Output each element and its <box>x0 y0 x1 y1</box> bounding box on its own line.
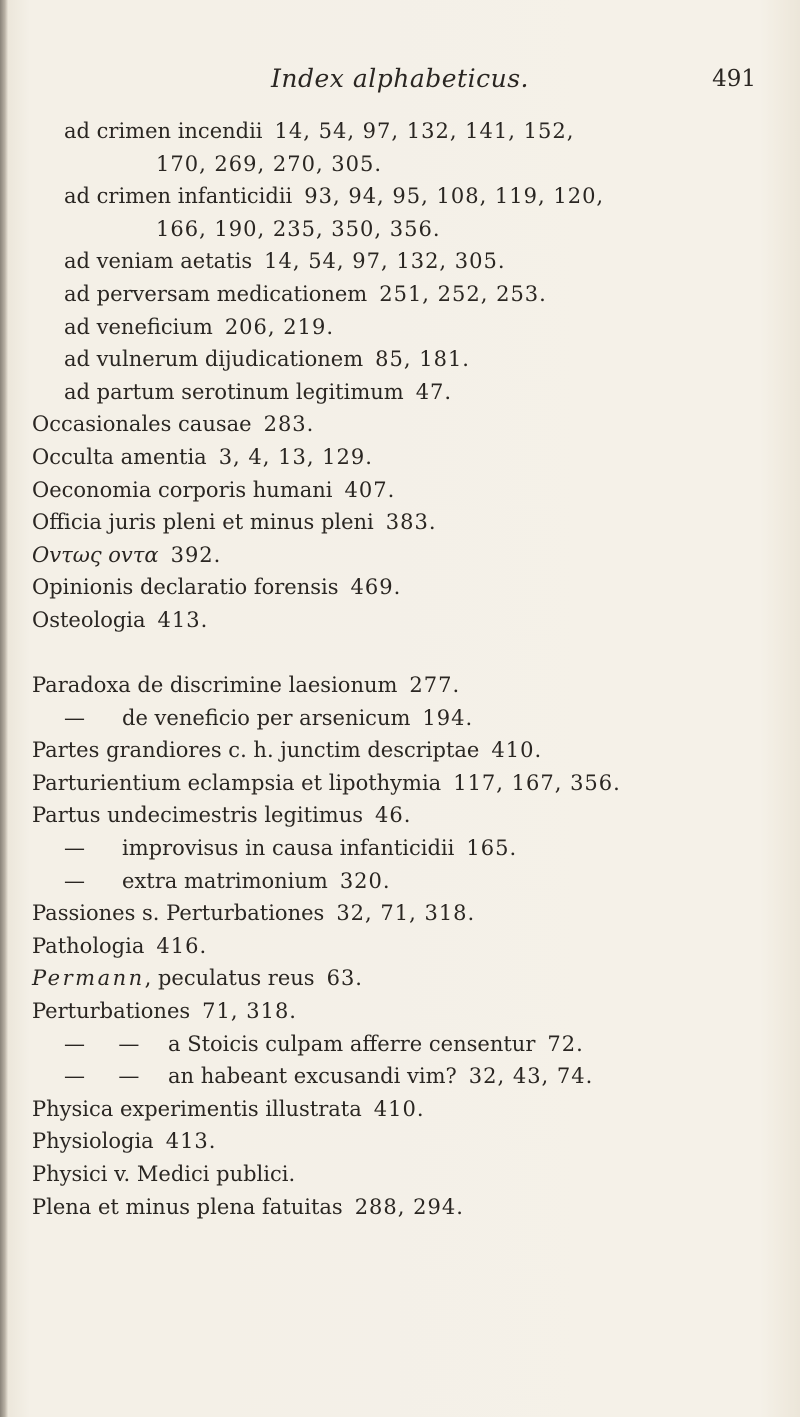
index-entry <box>32 995 772 1028</box>
entry-refs: 206, 219. <box>224 314 335 339</box>
entry-head: ad veneficium <box>64 314 213 339</box>
entry-refs: 283. <box>263 412 315 437</box>
entry-refs: 63. <box>326 966 363 991</box>
entry-refs: 32, 43, 74. <box>468 1064 594 1089</box>
entry-refs: 32, 71, 318. <box>336 901 476 926</box>
index-entry <box>32 865 772 898</box>
entry-head: ad partum serotinum legitimum <box>64 379 404 404</box>
entry-dash: — <box>64 705 85 730</box>
entry-refs: 410. <box>491 738 543 763</box>
entry-refs: 93, 94, 95, 108, 119, 120, <box>304 184 605 209</box>
index-entry <box>32 408 772 441</box>
index-entry <box>32 311 772 344</box>
index-entry <box>32 604 772 637</box>
entry-refs: 194. <box>422 705 474 730</box>
page-header <box>0 64 800 104</box>
entry-head: ad crimen incendii <box>64 119 263 143</box>
index-entry <box>32 832 772 865</box>
book-spine-shadow <box>0 0 8 1417</box>
entry-head: a Stoicis culpam afferre censentur <box>168 1031 536 1056</box>
entry-head: Partes grandiores c. h. junctim descriptae <box>32 738 480 763</box>
entry-head: Pathologia <box>32 933 145 958</box>
entry-head: Occulta amentia <box>32 444 207 469</box>
index-entry <box>32 1028 772 1061</box>
entry-dash: — — <box>64 1031 140 1056</box>
entry-refs: 71, 318. <box>202 999 297 1024</box>
entry-refs: 166, 190, 235, 350, 356. <box>156 216 441 241</box>
entry-head: Occasionales causae <box>32 412 252 437</box>
entry-dash: — — <box>64 1064 140 1089</box>
entry-head: Perturbationes <box>32 999 191 1024</box>
entry-refs: 117, 167, 356. <box>453 770 621 795</box>
entry-refs: 413. <box>165 1129 217 1154</box>
entry-refs: 46. <box>375 803 412 828</box>
entry-refs: 47. <box>415 379 453 404</box>
index-entry-continuation <box>32 213 772 246</box>
index-entry <box>32 1191 772 1224</box>
index-entry <box>32 180 772 213</box>
entry-head: ad veniam aetatis <box>64 249 253 274</box>
index-entry <box>32 1125 772 1158</box>
entry-refs: 410. <box>373 1096 425 1121</box>
entry-refs: 3, 4, 13, 129. <box>218 444 373 469</box>
entry-head: Passiones s. Perturbationes <box>32 901 325 926</box>
entry-refs: 320. <box>339 868 391 893</box>
entry-refs: 407. <box>344 477 396 502</box>
entry-refs: 413. <box>157 607 209 632</box>
index-entry <box>32 1158 772 1191</box>
index-entry <box>32 962 772 995</box>
index-entry <box>32 245 772 278</box>
entry-refs: 288, 294. <box>354 1194 464 1219</box>
entry-refs: 170, 269, 270, 305. <box>156 151 383 176</box>
entry-refs: 14, 54, 97, 132, 141, 152, <box>274 119 575 143</box>
entry-head: improvisus in causa infanticidii <box>122 836 455 861</box>
index-entry <box>32 571 772 604</box>
entry-head: Opinionis declaratio forensis <box>32 575 339 600</box>
entry-head: Oeconomia corporis humani <box>32 477 333 502</box>
entry-head: ad crimen infanticidii <box>64 184 293 209</box>
entry-refs: 14, 54, 97, 132, 305. <box>264 249 506 274</box>
entry-head: Officia juris pleni et minus pleni <box>32 510 374 535</box>
entry-head: ad perversam medicationem <box>64 281 368 306</box>
index-entry-continuation <box>32 148 772 181</box>
index-entry <box>32 1093 772 1126</box>
entry-head: extra matrimonium <box>122 868 328 893</box>
index-entry <box>32 1060 772 1093</box>
entry-head: Ovτως ovτα <box>32 542 159 567</box>
index-entries <box>32 115 772 1223</box>
index-entry <box>32 278 772 311</box>
running-title: Index alphabeticus. <box>271 64 529 93</box>
entry-head: de veneficio per arsenicum <box>122 705 411 730</box>
entry-dash: — <box>64 836 85 861</box>
entry-dash: — <box>64 868 85 893</box>
entry-head: Physiologia <box>32 1129 154 1154</box>
entry-head: ad vulnerum dijudicationem <box>64 347 364 372</box>
index-entry <box>32 376 772 409</box>
index-entry <box>32 506 772 539</box>
index-entry <box>32 799 772 832</box>
entry-head: Osteologia <box>32 607 146 632</box>
index-entry <box>32 897 772 930</box>
entry-head: Physica experimentis illustrata <box>32 1096 362 1121</box>
index-entry <box>32 734 772 767</box>
entry-refs: 416. <box>156 933 208 958</box>
entry-head: Physici v. Medici publici. <box>32 1162 296 1186</box>
entry-refs: 251, 252, 253. <box>379 281 547 306</box>
index-entry <box>32 474 772 507</box>
entry-refs: 469. <box>350 575 402 600</box>
entry-refs: 85, 181. <box>375 347 470 372</box>
page-number: 491 <box>712 66 756 92</box>
entry-head: , peculatus reus <box>144 966 315 991</box>
entry-head: Paradoxa de discrimine laesionum <box>32 673 398 698</box>
entry-head: Plena et minus plena fatuitas <box>32 1194 343 1219</box>
entry-refs: 165. <box>466 836 518 861</box>
index-entry <box>32 441 772 474</box>
index-entry <box>32 115 772 148</box>
index-entry <box>32 539 772 572</box>
index-entry <box>32 702 772 735</box>
entry-refs: 72. <box>547 1031 584 1056</box>
index-entry <box>32 669 772 702</box>
entry-refs: 277. <box>409 673 461 698</box>
index-entry <box>32 930 772 963</box>
section-gap <box>32 637 772 670</box>
entry-head: Partus undecimestris legitimus <box>32 803 363 828</box>
entry-refs: 392. <box>170 542 222 567</box>
index-entry <box>32 343 772 376</box>
entry-refs: 383. <box>385 510 437 535</box>
entry-head-name: Permann <box>32 966 145 991</box>
entry-head: an habeant excusandi vim? <box>168 1064 457 1089</box>
index-entry <box>32 767 772 800</box>
entry-head: Parturientium eclampsia et lipothymia <box>32 770 442 795</box>
